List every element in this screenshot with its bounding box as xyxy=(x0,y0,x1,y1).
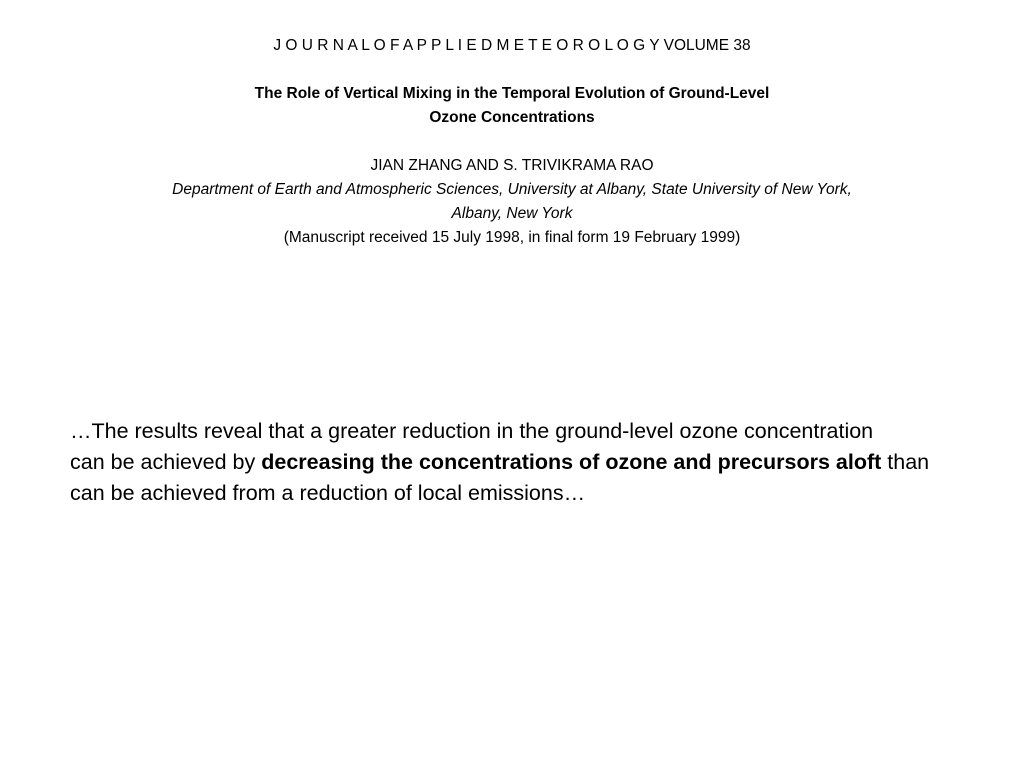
journal-name: J O U R N A L O F A P P L I E D M E T E O R O L O G Y VOLUME 38 xyxy=(273,37,751,54)
manuscript-note: (Manuscript received 15 July 1998, in final form 19 February 1999) xyxy=(283,229,741,246)
quote-line-1: …The results reveal that a greater reduction in the ground-level ozone concentration xyxy=(70,419,874,443)
article-title xyxy=(0,82,1024,130)
affiliation-line-2: Albany, New York xyxy=(451,205,573,222)
affiliation xyxy=(0,178,1024,226)
quote-line-3: can be achieved from a reduction of local emissions… xyxy=(70,481,586,505)
quote-line-2 xyxy=(70,447,970,478)
quote-paragraph xyxy=(70,416,970,509)
article-header xyxy=(0,34,1024,250)
article-title-line-1: The Role of Vertical Mixing in the Temporal Evolution of Ground-Level xyxy=(254,85,770,102)
quote-line-2-start: can be achieved by xyxy=(70,450,262,474)
quote-emphasis: decreasing the concentrations of ozone and precursors aloft xyxy=(261,450,882,474)
authors: JIAN ZHANG AND S. TRIVIKRAMA RAO xyxy=(370,157,654,174)
quote-line-2-end: than xyxy=(881,450,930,474)
affiliation-line-1: Department of Earth and Atmospheric Sciences, University at Albany, State University of New York, xyxy=(172,181,852,198)
article-title-line-2: Ozone Concentrations xyxy=(429,109,595,126)
